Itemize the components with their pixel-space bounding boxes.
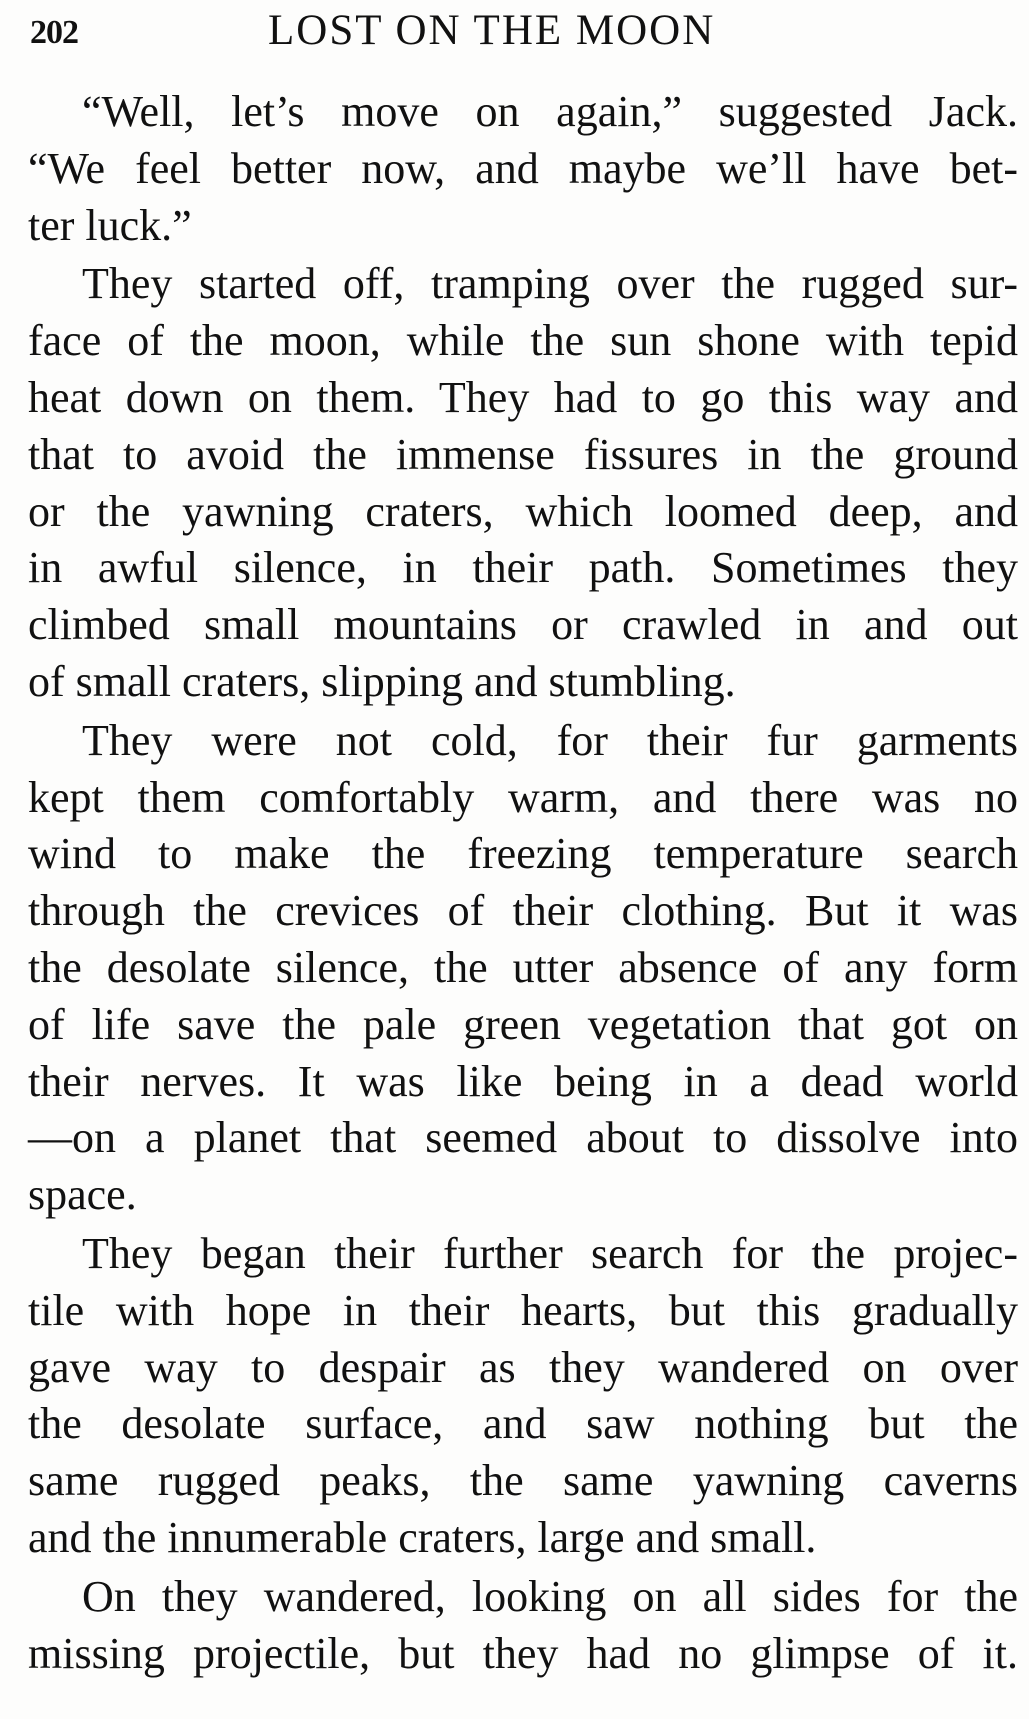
text-line: space. [28, 1170, 137, 1220]
paragraph [28, 1569, 1018, 1683]
text-line: same rugged peaks, the same yawning caverns [28, 1456, 1018, 1506]
text-line: On they wandered, looking on all sides for the [82, 1571, 1018, 1621]
text-line: wind to make the freezing temperature search [28, 829, 1018, 879]
text-line: gave way to despair as they wandered on over [28, 1342, 1018, 1392]
text-line: face of the moon, while the sun shone with tepid [28, 316, 1018, 366]
page-number: 202 [30, 14, 78, 51]
running-head [0, 6, 1029, 56]
paragraph [28, 1226, 1018, 1567]
body-text [28, 84, 1018, 1684]
book-title: LOST ON THE MOON [268, 7, 716, 54]
text-line: and the innumerable craters, large and small. [28, 1512, 817, 1562]
text-line: “We feel better now, and maybe we’ll have bet- [28, 143, 1018, 193]
text-line: They began their further search for the projec- [82, 1228, 1018, 1278]
text-line: or the yawning craters, which loomed deep, and [28, 486, 1018, 536]
text-line: ter luck.” [28, 200, 192, 250]
text-line: through the crevices of their clothing. But it was [28, 886, 1018, 936]
text-line: in awful silence, in their path. Sometimes they [28, 543, 1018, 593]
text-line: their nerves. It was like being in a dead world [28, 1056, 1018, 1106]
text-line: heat down on them. They had to go this way and [28, 372, 1018, 422]
text-line: the desolate silence, the utter absence of any form [28, 942, 1018, 992]
text-line: climbed small mountains or crawled in and out [28, 600, 1018, 650]
text-line: missing projectile, but they had no glimpse of it. [28, 1628, 1018, 1678]
text-line: They were not cold, for their fur garments [82, 715, 1018, 765]
text-line: —on a planet that seemed about to dissolve into [28, 1113, 1018, 1163]
text-line: of small craters, slipping and stumbling. [28, 656, 736, 706]
paragraph [28, 256, 1018, 710]
paragraph [28, 713, 1018, 1224]
text-line: kept them comfortably warm, and there was no [28, 772, 1018, 822]
text-line: of life save the pale green vegetation that got on [28, 999, 1018, 1049]
text-line: that to avoid the immense fissures in the ground [28, 429, 1018, 479]
text-line: They started off, tramping over the rugged sur- [82, 259, 1018, 309]
text-line: the desolate surface, and saw nothing but the [28, 1399, 1018, 1449]
text-line: “Well, let’s move on again,” suggested Jack. [82, 87, 1018, 136]
text-line: tile with hope in their hearts, but this gradually [28, 1285, 1018, 1335]
paragraph [28, 84, 1018, 254]
